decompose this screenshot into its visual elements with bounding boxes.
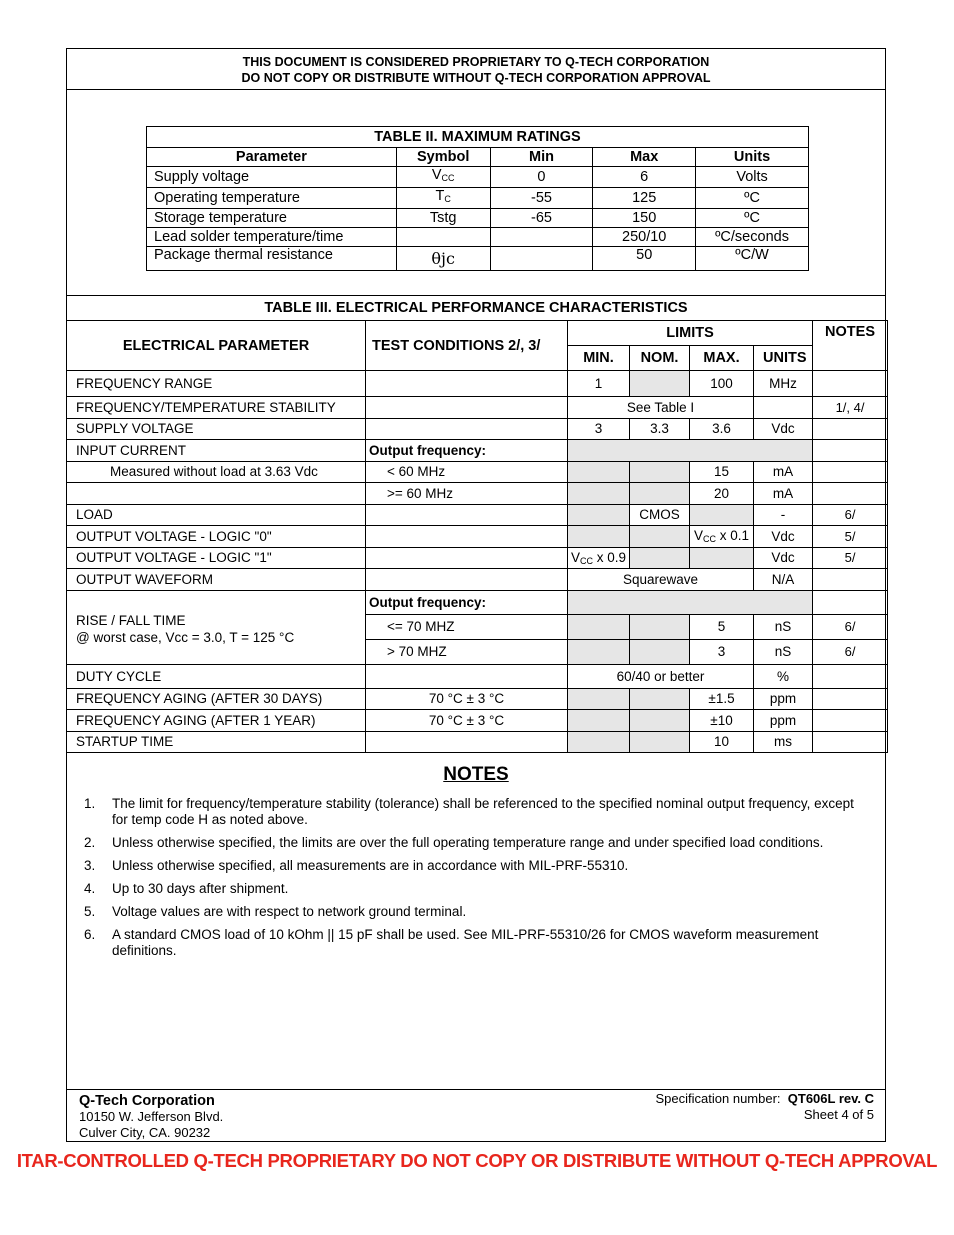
table-cell bbox=[754, 397, 813, 419]
table-cell: Package thermal resistance bbox=[147, 247, 397, 271]
table-cell: 70 °C ± 3 °C bbox=[366, 688, 568, 710]
table-cell bbox=[630, 688, 690, 710]
table-cell: INPUT CURRENT bbox=[67, 440, 366, 462]
list-item bbox=[84, 796, 864, 828]
table-cell bbox=[396, 167, 490, 188]
table-cell bbox=[813, 590, 888, 614]
table-cell: - bbox=[754, 504, 813, 526]
table-cell bbox=[568, 688, 630, 710]
table-cell: 10 bbox=[690, 731, 754, 753]
table-cell: Lead solder temperature/time bbox=[147, 228, 397, 247]
table-cell: nS bbox=[754, 614, 813, 639]
table-cell bbox=[813, 483, 888, 505]
note-number: 5. bbox=[84, 904, 96, 919]
table-row bbox=[67, 569, 888, 591]
table-cell: 3.3 bbox=[630, 418, 690, 440]
table-row bbox=[147, 247, 809, 271]
table2-title: TABLE II. MAXIMUM RATINGS bbox=[147, 127, 809, 148]
table-cell: < 60 MHz bbox=[366, 461, 568, 483]
table-cell: See Table I bbox=[568, 397, 754, 419]
table-cell: Supply voltage bbox=[147, 167, 397, 188]
notes-title: NOTES bbox=[443, 764, 509, 785]
table-cell bbox=[366, 371, 568, 397]
table-cell bbox=[630, 639, 690, 664]
table-cell bbox=[630, 371, 690, 397]
table-cell: DUTY CYCLE bbox=[67, 664, 366, 688]
table-cell: >= 60 MHz bbox=[366, 483, 568, 505]
table-cell: 1 bbox=[568, 371, 630, 397]
table-cell: OUTPUT VOLTAGE - LOGIC "1" bbox=[67, 547, 366, 569]
table-row bbox=[67, 440, 888, 462]
note-text: Voltage values are with respect to network ground terminal. bbox=[112, 904, 467, 919]
table-cell: Vdc bbox=[754, 547, 813, 569]
table-cell bbox=[396, 228, 490, 247]
table-cell: mA bbox=[754, 483, 813, 505]
table-cell: 6/ bbox=[813, 639, 888, 664]
table-cell: Output frequency: bbox=[366, 440, 568, 462]
table-cell bbox=[366, 504, 568, 526]
note-text: Unless otherwise specified, the limits are over the full operating temperature range and under specified load conditions. bbox=[112, 835, 824, 850]
note-text: Unless otherwise specified, all measurements are in accordance with MIL-PRF-55310. bbox=[112, 858, 629, 873]
table-cell: Measured without load at 3.63 Vdc bbox=[67, 461, 366, 483]
table-cell: Output frequency: bbox=[366, 590, 568, 614]
table-cell bbox=[630, 731, 690, 753]
table-cell: ºC bbox=[696, 209, 809, 228]
table-cell: Squarewave bbox=[568, 569, 754, 591]
note-text: Up to 30 days after shipment. bbox=[112, 881, 289, 896]
table-cell: nS bbox=[754, 639, 813, 664]
spec-block bbox=[656, 1091, 874, 1123]
note-number: 1. bbox=[84, 796, 96, 811]
table-row bbox=[147, 209, 809, 228]
table-cell bbox=[366, 664, 568, 688]
table-cell: 100 bbox=[690, 371, 754, 397]
multiplier-text: x 0.1 bbox=[715, 528, 750, 544]
table-cell: 6/ bbox=[813, 504, 888, 526]
table-cell: 125 bbox=[593, 188, 696, 209]
table-cell bbox=[813, 461, 888, 483]
table-cell: 6 bbox=[593, 167, 696, 188]
electrical-characteristics-table bbox=[66, 320, 888, 753]
table-cell: 3 bbox=[690, 639, 754, 664]
table-cell bbox=[630, 526, 690, 548]
table-cell: mA bbox=[754, 461, 813, 483]
table3-header-notes: NOTES bbox=[813, 321, 888, 371]
table-cell: -65 bbox=[490, 209, 593, 228]
spec-number: QT606L rev. C bbox=[787, 1091, 874, 1106]
table-cell: ºC bbox=[696, 188, 809, 209]
table-cell: 250/10 bbox=[593, 228, 696, 247]
table-cell: LOAD bbox=[67, 504, 366, 526]
proprietary-header bbox=[67, 49, 885, 90]
table-cell: SUPPLY VOLTAGE bbox=[67, 418, 366, 440]
table-row bbox=[67, 504, 888, 526]
table-cell bbox=[568, 547, 630, 569]
table-cell bbox=[568, 526, 630, 548]
table-cell bbox=[568, 483, 630, 505]
table-row bbox=[67, 418, 888, 440]
table-cell bbox=[568, 504, 630, 526]
table-row bbox=[147, 167, 809, 188]
table3-title: TABLE III. ELECTRICAL PERFORMANCE CHARACTERISTICS bbox=[67, 295, 885, 320]
table-cell bbox=[630, 483, 690, 505]
table-row bbox=[67, 664, 888, 688]
multiplier-text: x 0.9 bbox=[592, 549, 627, 565]
table3-header-units: UNITS bbox=[754, 346, 813, 371]
rise-label: RISE / FALL TIME bbox=[76, 613, 186, 628]
address-line-2: Culver City, CA. 90232 bbox=[79, 1125, 211, 1140]
list-item bbox=[84, 835, 864, 851]
table-cell: FREQUENCY AGING (AFTER 1 YEAR) bbox=[67, 710, 366, 732]
table-cell: > 70 MHZ bbox=[366, 639, 568, 664]
table-row bbox=[67, 483, 888, 505]
list-item bbox=[84, 927, 864, 959]
header-line-2: DO NOT COPY OR DISTRIBUTE WITHOUT Q-TECH CORPORATION APPROVAL bbox=[241, 71, 711, 85]
vcc-subscript: CC bbox=[579, 555, 593, 566]
table-row bbox=[147, 188, 809, 209]
table-cell: ms bbox=[754, 731, 813, 753]
symbol-text: T bbox=[435, 188, 445, 204]
maximum-ratings-table bbox=[146, 126, 809, 271]
note-number: 6. bbox=[84, 927, 96, 942]
table-cell: FREQUENCY RANGE bbox=[67, 371, 366, 397]
table-cell bbox=[813, 371, 888, 397]
table-cell bbox=[366, 731, 568, 753]
list-item bbox=[84, 881, 864, 897]
list-item bbox=[84, 858, 864, 874]
table-cell: ±10 bbox=[690, 710, 754, 732]
sheet-number: Sheet 4 of 5 bbox=[803, 1107, 874, 1122]
company-name: Q-Tech Corporation bbox=[79, 1093, 215, 1109]
table-cell: 60/40 or better bbox=[568, 664, 754, 688]
table-cell: 0 bbox=[490, 167, 593, 188]
table-cell bbox=[813, 418, 888, 440]
spec-line bbox=[656, 1091, 874, 1107]
table-cell bbox=[568, 731, 630, 753]
table-row bbox=[67, 731, 888, 753]
company-block bbox=[79, 1093, 223, 1141]
table-cell: 5 bbox=[690, 614, 754, 639]
table-row bbox=[67, 526, 888, 548]
table-cell bbox=[67, 483, 366, 505]
table3-header-min: MIN. bbox=[568, 346, 630, 371]
table-cell: 6/ bbox=[813, 614, 888, 639]
table-cell: -55 bbox=[490, 188, 593, 209]
table-cell: ppm bbox=[754, 688, 813, 710]
spec-label: Specification number: bbox=[655, 1091, 781, 1106]
table-row bbox=[67, 371, 888, 397]
table-cell bbox=[690, 526, 754, 548]
table-cell: Tstg bbox=[396, 209, 490, 228]
table-cell bbox=[366, 526, 568, 548]
vcc-text: V bbox=[570, 549, 580, 565]
table-cell bbox=[366, 418, 568, 440]
table-cell: θjc bbox=[396, 247, 490, 271]
table-row bbox=[67, 397, 888, 419]
table-row bbox=[67, 547, 888, 569]
list-item bbox=[84, 904, 864, 920]
table2-header-max: Max bbox=[593, 148, 696, 167]
table-cell bbox=[690, 547, 754, 569]
table-row bbox=[67, 590, 888, 614]
table-cell bbox=[366, 569, 568, 591]
table-cell: Operating temperature bbox=[147, 188, 397, 209]
notes-list bbox=[84, 796, 864, 966]
table-cell bbox=[490, 228, 593, 247]
note-number: 4. bbox=[84, 881, 96, 896]
symbol-subscript: C bbox=[444, 194, 451, 204]
symbol-subscript: CC bbox=[441, 173, 455, 183]
table-cell bbox=[630, 710, 690, 732]
table-row bbox=[147, 228, 809, 247]
table-cell: Vdc bbox=[754, 526, 813, 548]
table3-header-max: MAX. bbox=[690, 346, 754, 371]
table-cell: 15 bbox=[690, 461, 754, 483]
table-cell: FREQUENCY AGING (AFTER 30 DAYS) bbox=[67, 688, 366, 710]
table-cell: 70 °C ± 3 °C bbox=[366, 710, 568, 732]
table-cell bbox=[630, 461, 690, 483]
table-cell: 20 bbox=[690, 483, 754, 505]
table-cell bbox=[813, 440, 888, 462]
table-cell: N/A bbox=[754, 569, 813, 591]
table-cell: 3.6 bbox=[690, 418, 754, 440]
table3-header-nom: NOM. bbox=[630, 346, 690, 371]
table2-header-parameter: Parameter bbox=[147, 148, 397, 167]
table-cell: 3 bbox=[568, 418, 630, 440]
table-cell: OUTPUT VOLTAGE - LOGIC "0" bbox=[67, 526, 366, 548]
note-text: A standard CMOS load of 10 kOhm || 15 pF shall be used. See MIL-PRF-55310/26 for CMOS waveform measurement definitions. bbox=[112, 927, 819, 958]
table-cell: Storage temperature bbox=[147, 209, 397, 228]
table-cell bbox=[568, 461, 630, 483]
vcc-subscript: CC bbox=[702, 534, 716, 545]
table-cell: ºC/seconds bbox=[696, 228, 809, 247]
table2-header-symbol: Symbol bbox=[396, 148, 490, 167]
rise-condition: @ worst case, Vcc = 3.0, T = 125 °C bbox=[76, 630, 295, 645]
table-cell bbox=[396, 188, 490, 209]
table-cell bbox=[568, 710, 630, 732]
table-cell: MHz bbox=[754, 371, 813, 397]
address-line-1: 10150 W. Jefferson Blvd. bbox=[79, 1109, 224, 1124]
table2-header-min: Min bbox=[490, 148, 593, 167]
table-cell bbox=[366, 397, 568, 419]
table-cell bbox=[690, 504, 754, 526]
note-text: The limit for frequency/temperature stability (tolerance) shall be referenced to the specified nominal output frequency, except for temp code H as noted above. bbox=[112, 796, 854, 827]
table-cell bbox=[568, 639, 630, 664]
document-frame bbox=[66, 48, 886, 1142]
table-row bbox=[67, 710, 888, 732]
table-cell: STARTUP TIME bbox=[67, 731, 366, 753]
table-cell: FREQUENCY/TEMPERATURE STABILITY bbox=[67, 397, 366, 419]
table-cell bbox=[813, 664, 888, 688]
table-cell bbox=[366, 547, 568, 569]
table-cell bbox=[490, 247, 593, 271]
table-row bbox=[67, 688, 888, 710]
footer bbox=[67, 1089, 885, 1142]
table-cell bbox=[813, 710, 888, 732]
table-cell bbox=[568, 440, 813, 462]
table-cell: Vdc bbox=[754, 418, 813, 440]
table-cell: ºC/W bbox=[696, 247, 809, 271]
symbol-text: V bbox=[431, 167, 442, 183]
table3-header-test: TEST CONDITIONS 2/, 3/ bbox=[366, 321, 568, 371]
table-cell: 1/, 4/ bbox=[813, 397, 888, 419]
table2-header-units: Units bbox=[696, 148, 809, 167]
itar-warning: ITAR-CONTROLLED Q-TECH PROPRIETARY DO NOT COPY OR DISTRIBUTE WITHOUT Q-TECH APPROVAL bbox=[16, 1150, 938, 1171]
note-number: 2. bbox=[84, 835, 96, 850]
header-line-1: THIS DOCUMENT IS CONSIDERED PROPRIETARY TO Q-TECH CORPORATION bbox=[242, 55, 710, 69]
table-cell: ±1.5 bbox=[690, 688, 754, 710]
table-cell: 50 bbox=[593, 247, 696, 271]
table-cell: % bbox=[754, 664, 813, 688]
vcc-text: V bbox=[693, 528, 703, 544]
table-cell bbox=[630, 614, 690, 639]
table-cell bbox=[813, 569, 888, 591]
table-cell: <= 70 MHZ bbox=[366, 614, 568, 639]
table-cell: 150 bbox=[593, 209, 696, 228]
table-cell bbox=[568, 590, 813, 614]
table3-header-limits: LIMITS bbox=[568, 321, 813, 346]
table-cell: CMOS bbox=[630, 504, 690, 526]
table-cell bbox=[67, 590, 366, 664]
table-cell bbox=[568, 614, 630, 639]
table-cell bbox=[630, 547, 690, 569]
table-row bbox=[67, 461, 888, 483]
table-cell bbox=[813, 731, 888, 753]
table-cell: OUTPUT WAVEFORM bbox=[67, 569, 366, 591]
table-cell: 5/ bbox=[813, 526, 888, 548]
table-cell: Volts bbox=[696, 167, 809, 188]
table-cell bbox=[813, 688, 888, 710]
table-cell: ppm bbox=[754, 710, 813, 732]
table3-header-parameter: ELECTRICAL PARAMETER bbox=[67, 321, 366, 371]
table-cell: 5/ bbox=[813, 547, 888, 569]
note-number: 3. bbox=[84, 858, 96, 873]
